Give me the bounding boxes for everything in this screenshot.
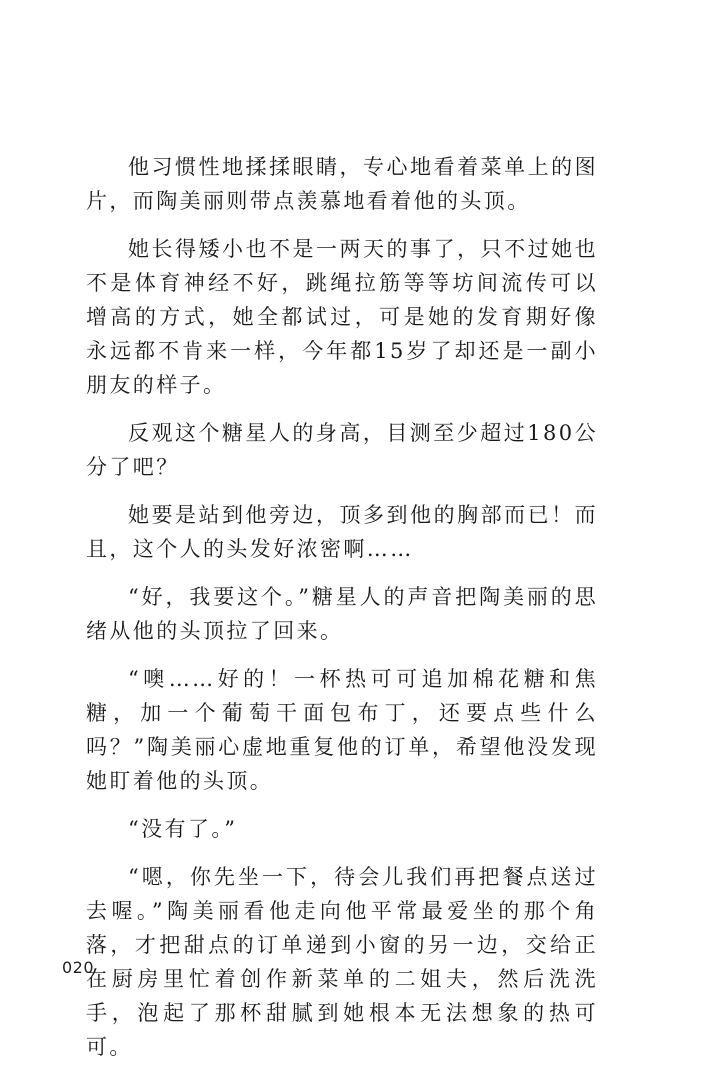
paragraph-3: 反观这个糖星人的身高，目测至少超过180公分了吧？ [86,421,598,479]
paragraph-2: 她长得矮小也不是一两天的事了，只不过她也不是体育神经不好，跳绳拉筋等等坊间流传可以增高的方式，她全都试过，可是她的发育期好像永远都不肯来一样，今年都15岁了却还是一副小朋友的样子。 [86,237,598,397]
paragraph-1: 他习惯性地揉揉眼睛，专心地看着菜单上的图片，而陶美丽则带点羡慕地看着他的头顶。 [86,155,598,213]
page-body [86,150,598,1078]
page-number: 020 [62,958,95,977]
paragraph-5: “好，我要这个。”糖星人的声音把陶美丽的思绪从他的头顶拉了回来。 [86,585,598,643]
paragraph-4: 她要是站到他旁边，顶多到他的胸部而已！而且，这个人的头发好浓密啊…… [86,503,598,561]
paragraph-6: “噢……好的！一杯热可可追加棉花糖和焦糖，加一个葡萄干面包布丁，还要点些什么吗？”陶美丽心虚地重复他的订单，希望他没发现她盯着他的头顶。 [86,667,598,793]
paragraph-7: “没有了。” [128,817,238,841]
paragraph-8: “嗯，你先坐一下，待会儿我们再把餐点送过去喔。”陶美丽看他走向他平常最爱坐的那个角落，才把甜点的订单递到小窗的另一边，交给正在厨房里忙着创作新菜单的二姐夫，然后洗洗手，泡起了那杯甜腻到她根本无法想象的热可可。 [86,865,598,1059]
